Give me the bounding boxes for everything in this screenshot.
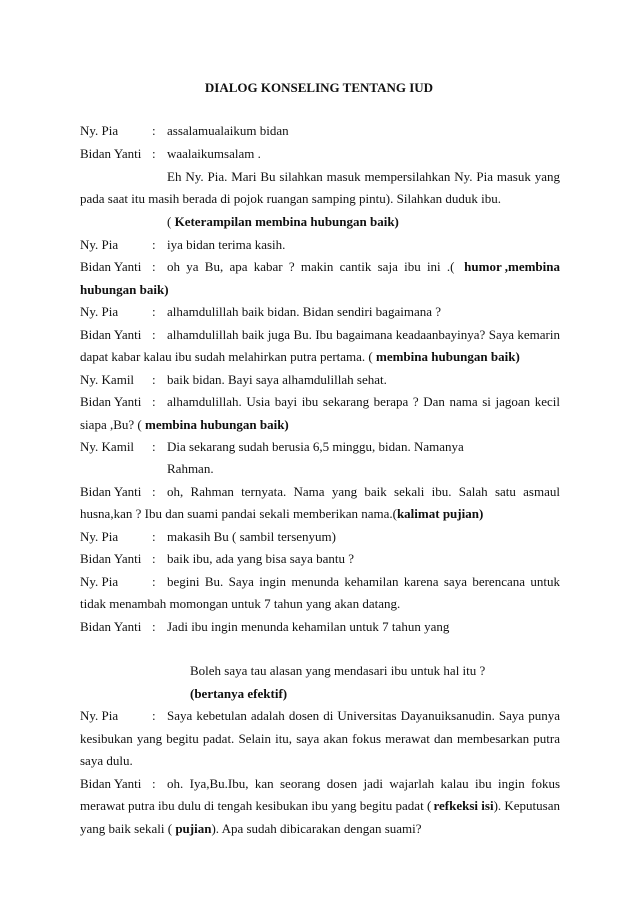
text-span: ( [167, 214, 175, 229]
dialog-line: saya dulu. [80, 753, 133, 768]
speaker-label: Bidan Yanti [80, 619, 142, 634]
skill-annotation: Keterampilan membina hubungan baik) [174, 214, 399, 229]
dialog-line: alhamdulillah baik bidan. Bidan sendiri bagaimana ? [167, 304, 442, 319]
dialog-line: baik ibu, ada yang bisa saya bantu ? [167, 551, 354, 566]
speaker-label: Bidan Yanti [80, 259, 142, 274]
document-title: DIALOG KONSELING TENTANG IUD [204, 80, 434, 95]
speaker-label: Ny. Kamil [80, 372, 135, 387]
text-span: merawat putra ibu dulu di tengah kesibukan ibu yang begitu padat ( [80, 798, 432, 813]
text-span: siapa ,Bu? ( [80, 417, 142, 432]
colon: : [152, 123, 156, 138]
colon: : [152, 237, 156, 252]
dialog-line: Rahman. [167, 461, 214, 476]
dialog-line: assalamualaikum bidan [167, 123, 289, 138]
colon: : [152, 394, 156, 409]
colon: : [152, 529, 156, 544]
dialog-line: tidak menambah momongan untuk 7 tahun yang akan datang. [80, 596, 401, 611]
dialog-line: begini Bu. Saya ingin menunda kehamilan karena saya berencana untuk [167, 574, 560, 589]
colon: : [152, 551, 156, 566]
colon: : [152, 776, 156, 791]
dialog-line: iya bidan terima kasih. [167, 237, 286, 252]
dialog-line: alhamdulillah baik juga Bu. Ibu bagaimana keadaanbayinya? Saya kemarin [167, 327, 560, 342]
speaker-label: Bidan Yanti [80, 484, 142, 499]
speaker-label: Ny. Pia [80, 304, 119, 319]
speaker-label: Bidan Yanti [80, 146, 142, 161]
dialog-line [80, 506, 483, 522]
text-span: ). Apa sudah dibicarakan dengan suami? [211, 821, 422, 836]
dialog-line: Dia sekarang sudah berusia 6,5 minggu, bidan. Namanya [167, 439, 464, 454]
text-span: dapat kabar kalau ibu sudah melahirkan putra pertama. ( [80, 349, 373, 364]
dialog-line: alhamdulillah. Usia bayi ibu sekarang berapa ? Dan nama si jagoan kecil [167, 394, 560, 409]
speaker-label: Ny. Kamil [80, 439, 135, 454]
dialog-line [80, 798, 560, 814]
dialog-line: baik bidan. Bayi saya alhamdulillah sehat. [167, 372, 387, 387]
speaker-label: Ny. Pia [80, 574, 119, 589]
colon: : [152, 259, 156, 274]
colon: : [152, 372, 156, 387]
skill-annotation: refkeksi isi [433, 798, 494, 813]
skill-annotation: humor ,membina [464, 259, 560, 274]
dialog-line: Eh Ny. Pia. Mari Bu silahkan masuk mempersilahkan Ny. Pia masuk yang [167, 169, 560, 184]
speaker-label: Bidan Yanti [80, 776, 142, 791]
text-span: yang baik sekali ( [80, 821, 173, 836]
speaker-label: Ny. Pia [80, 708, 119, 723]
dialog-line: Saya kebetulan adalah dosen di Universitas Dayanuiksanudin. Saya punya [167, 708, 560, 723]
colon: : [152, 574, 156, 589]
colon: : [152, 484, 156, 499]
dialog-line: oh, Rahman ternyata. Nama yang baik sekali ibu. Salah satu asmaul [167, 484, 560, 499]
skill-annotation: pujian [175, 821, 212, 836]
speaker-label: Bidan Yanti [80, 327, 142, 342]
dialog-line: Boleh saya tau alasan yang mendasari ibu untuk hal itu ? [190, 663, 486, 678]
dialog-line [80, 349, 520, 365]
dialog-line [167, 259, 560, 275]
text-span: ). Keputusan [493, 798, 560, 813]
dialog-line [190, 686, 287, 702]
colon: : [152, 146, 156, 161]
skill-annotation: (bertanya efektif) [190, 686, 288, 701]
colon: : [152, 708, 156, 723]
speaker-label: Ny. Pia [80, 123, 119, 138]
dialog-line: pada saat itu masih berada di pojok ruangan samping pintu). Silahkan duduk ibu. [80, 191, 501, 206]
skill-annotation: membina hubungan baik) [376, 349, 520, 364]
colon: : [152, 304, 156, 319]
skill-annotation: hubungan baik) [80, 282, 169, 297]
text-span: husna,kan ? Ibu dan suami pandai sekali memberikan nama.( [80, 506, 397, 521]
speaker-label: Bidan Yanti [80, 394, 142, 409]
speaker-label: Ny. Pia [80, 529, 119, 544]
colon: : [152, 439, 156, 454]
dialog-line [80, 417, 289, 433]
text-span: oh ya Bu, apa kabar ? makin cantik saja ibu ini .( [167, 259, 455, 274]
dialog-line [80, 282, 169, 298]
speaker-label: Ny. Pia [80, 237, 119, 252]
dialog-line: kesibukan yang begitu padat. Selain itu, saya akan fokus merawat dan membesarkan putra [80, 731, 560, 746]
dialog-line: Jadi ibu ingin menunda kehamilan untuk 7 tahun yang [167, 619, 450, 634]
speaker-label: Bidan Yanti [80, 551, 142, 566]
skill-annotation: membina hubungan baik) [144, 417, 289, 432]
dialog-line: waalaikumsalam . [167, 146, 261, 161]
dialog-line: makasih Bu ( sambil tersenyum) [167, 529, 336, 544]
colon: : [152, 619, 156, 634]
colon: : [152, 327, 156, 342]
dialog-line [167, 214, 399, 230]
text-span [433, 798, 560, 814]
skill-annotation: kalimat pujian) [396, 506, 484, 521]
dialog-line: oh. Iya,Bu.Ibu, kan seorang dosen jadi wajarlah kalau ibu ingin fokus [167, 776, 560, 791]
dialog-line [80, 821, 422, 837]
